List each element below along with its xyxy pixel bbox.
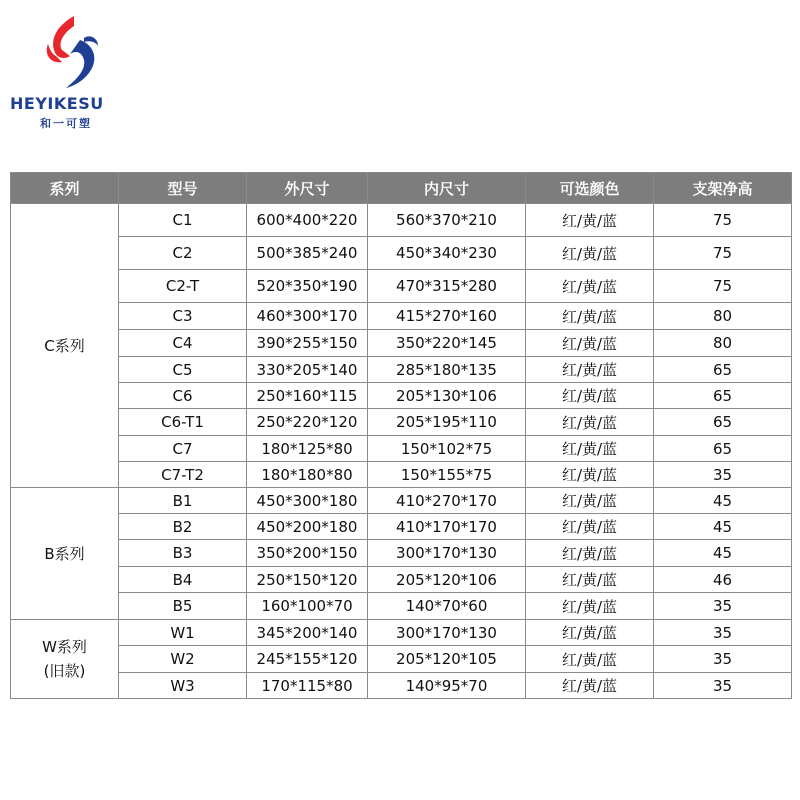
model-cell: C5 — [119, 357, 247, 383]
header-series: 系列 — [11, 173, 119, 204]
outer-size-cell: 180*125*80 — [247, 436, 368, 462]
model-cell: C2 — [119, 237, 247, 270]
series-cell — [11, 488, 119, 620]
inner-size-cell: 470*315*280 — [368, 270, 526, 303]
logo-mark-icon — [40, 14, 104, 90]
model-cell: C6-T1 — [119, 409, 247, 436]
color-cell: 红/黄/蓝 — [526, 673, 654, 699]
header-model: 型号 — [119, 173, 247, 204]
stand-height-cell: 80 — [654, 330, 792, 357]
header-row — [11, 173, 792, 204]
stand-height-cell: 35 — [654, 593, 792, 620]
stand-height-cell: 45 — [654, 488, 792, 514]
stand-height-cell: 45 — [654, 540, 792, 567]
table-row — [11, 646, 792, 673]
stand-height-cell: 65 — [654, 357, 792, 383]
color-cell: 红/黄/蓝 — [526, 540, 654, 567]
table-row — [11, 620, 792, 646]
stand-height-cell: 75 — [654, 204, 792, 237]
stand-height-cell: 35 — [654, 462, 792, 488]
inner-size-cell: 140*70*60 — [368, 593, 526, 620]
table-row — [11, 303, 792, 330]
table-row — [11, 330, 792, 357]
stand-height-cell: 65 — [654, 436, 792, 462]
header-colors: 可选颜色 — [526, 173, 654, 204]
table-row — [11, 673, 792, 699]
brand-logo — [0, 0, 160, 140]
series-label: C系列 — [44, 336, 85, 355]
outer-size-cell: 170*115*80 — [247, 673, 368, 699]
stand-height-cell: 65 — [654, 383, 792, 409]
outer-size-cell: 350*200*150 — [247, 540, 368, 567]
inner-size-cell: 205*195*110 — [368, 409, 526, 436]
logo-blue-swoosh — [66, 40, 94, 88]
color-cell: 红/黄/蓝 — [526, 620, 654, 646]
outer-size-cell: 330*205*140 — [247, 357, 368, 383]
inner-size-cell: 300*170*130 — [368, 540, 526, 567]
color-cell: 红/黄/蓝 — [526, 593, 654, 620]
outer-size-cell: 450*200*180 — [247, 514, 368, 540]
model-cell: C6 — [119, 383, 247, 409]
outer-size-cell: 460*300*170 — [247, 303, 368, 330]
spec-table — [10, 172, 792, 699]
color-cell: 红/黄/蓝 — [526, 462, 654, 488]
stand-height-cell: 35 — [654, 620, 792, 646]
stand-height-cell: 46 — [654, 567, 792, 593]
inner-size-cell: 410*170*170 — [368, 514, 526, 540]
outer-size-cell: 345*200*140 — [247, 620, 368, 646]
inner-size-cell: 205*120*105 — [368, 646, 526, 673]
table-row — [11, 436, 792, 462]
table-row — [11, 204, 792, 237]
model-cell: W3 — [119, 673, 247, 699]
model-cell: B3 — [119, 540, 247, 567]
table-row — [11, 270, 792, 303]
model-cell: C7-T2 — [119, 462, 247, 488]
color-cell: 红/黄/蓝 — [526, 514, 654, 540]
stand-height-cell: 35 — [654, 673, 792, 699]
table-row — [11, 357, 792, 383]
brand-subtitle: 和一可塑 — [40, 117, 92, 130]
stand-height-cell: 75 — [654, 237, 792, 270]
stand-height-cell: 80 — [654, 303, 792, 330]
table-row — [11, 237, 792, 270]
model-cell: C4 — [119, 330, 247, 357]
color-cell: 红/黄/蓝 — [526, 237, 654, 270]
table-row — [11, 409, 792, 436]
model-cell: B4 — [119, 567, 247, 593]
color-cell: 红/黄/蓝 — [526, 488, 654, 514]
inner-size-cell: 450*340*230 — [368, 237, 526, 270]
outer-size-cell: 500*385*240 — [247, 237, 368, 270]
outer-size-cell: 250*160*115 — [247, 383, 368, 409]
inner-size-cell: 560*370*210 — [368, 204, 526, 237]
outer-size-cell: 250*220*120 — [247, 409, 368, 436]
inner-size-cell: 285*180*135 — [368, 357, 526, 383]
color-cell: 红/黄/蓝 — [526, 204, 654, 237]
stand-height-cell: 35 — [654, 646, 792, 673]
color-cell: 红/黄/蓝 — [526, 383, 654, 409]
model-cell: C3 — [119, 303, 247, 330]
series-label: W系列 — [42, 638, 87, 656]
header-inner-size: 内尺寸 — [368, 173, 526, 204]
model-cell: B2 — [119, 514, 247, 540]
model-cell: B1 — [119, 488, 247, 514]
color-cell: 红/黄/蓝 — [526, 567, 654, 593]
inner-size-cell: 415*270*160 — [368, 303, 526, 330]
color-cell: 红/黄/蓝 — [526, 303, 654, 330]
model-cell: C7 — [119, 436, 247, 462]
header-outer-size: 外尺寸 — [247, 173, 368, 204]
table-row — [11, 488, 792, 514]
outer-size-cell: 520*350*190 — [247, 270, 368, 303]
series-cell — [11, 204, 119, 488]
logo-red-swoosh — [53, 16, 74, 58]
table-row — [11, 540, 792, 567]
header-stand-height: 支架净高 — [654, 173, 792, 204]
model-cell: W2 — [119, 646, 247, 673]
model-cell: C2-T — [119, 270, 247, 303]
inner-size-cell: 140*95*70 — [368, 673, 526, 699]
inner-size-cell: 410*270*170 — [368, 488, 526, 514]
stand-height-cell: 65 — [654, 409, 792, 436]
table-row — [11, 567, 792, 593]
color-cell: 红/黄/蓝 — [526, 436, 654, 462]
table-row — [11, 462, 792, 488]
inner-size-cell: 300*170*130 — [368, 620, 526, 646]
model-cell: B5 — [119, 593, 247, 620]
series-label: B系列 — [44, 544, 85, 563]
outer-size-cell: 245*155*120 — [247, 646, 368, 673]
outer-size-cell: 160*100*70 — [247, 593, 368, 620]
inner-size-cell: 205*130*106 — [368, 383, 526, 409]
stand-height-cell: 75 — [654, 270, 792, 303]
table-row — [11, 593, 792, 620]
series-cell — [11, 620, 119, 699]
outer-size-cell: 250*150*120 — [247, 567, 368, 593]
outer-size-cell: 180*180*80 — [247, 462, 368, 488]
inner-size-cell: 205*120*106 — [368, 567, 526, 593]
outer-size-cell: 390*255*150 — [247, 330, 368, 357]
outer-size-cell: 600*400*220 — [247, 204, 368, 237]
table-body — [11, 204, 792, 699]
color-cell: 红/黄/蓝 — [526, 646, 654, 673]
inner-size-cell: 350*220*145 — [368, 330, 526, 357]
model-cell: C1 — [119, 204, 247, 237]
stand-height-cell: 45 — [654, 514, 792, 540]
table-row — [11, 514, 792, 540]
outer-size-cell: 450*300*180 — [247, 488, 368, 514]
color-cell: 红/黄/蓝 — [526, 357, 654, 383]
table-header — [11, 173, 792, 204]
table-row — [11, 383, 792, 409]
color-cell: 红/黄/蓝 — [526, 330, 654, 357]
brand-name: HEYIKESU — [10, 94, 104, 113]
model-cell: W1 — [119, 620, 247, 646]
color-cell: 红/黄/蓝 — [526, 409, 654, 436]
inner-size-cell: 150*155*75 — [368, 462, 526, 488]
series-label: (旧款) — [43, 662, 86, 680]
inner-size-cell: 150*102*75 — [368, 436, 526, 462]
color-cell: 红/黄/蓝 — [526, 270, 654, 303]
